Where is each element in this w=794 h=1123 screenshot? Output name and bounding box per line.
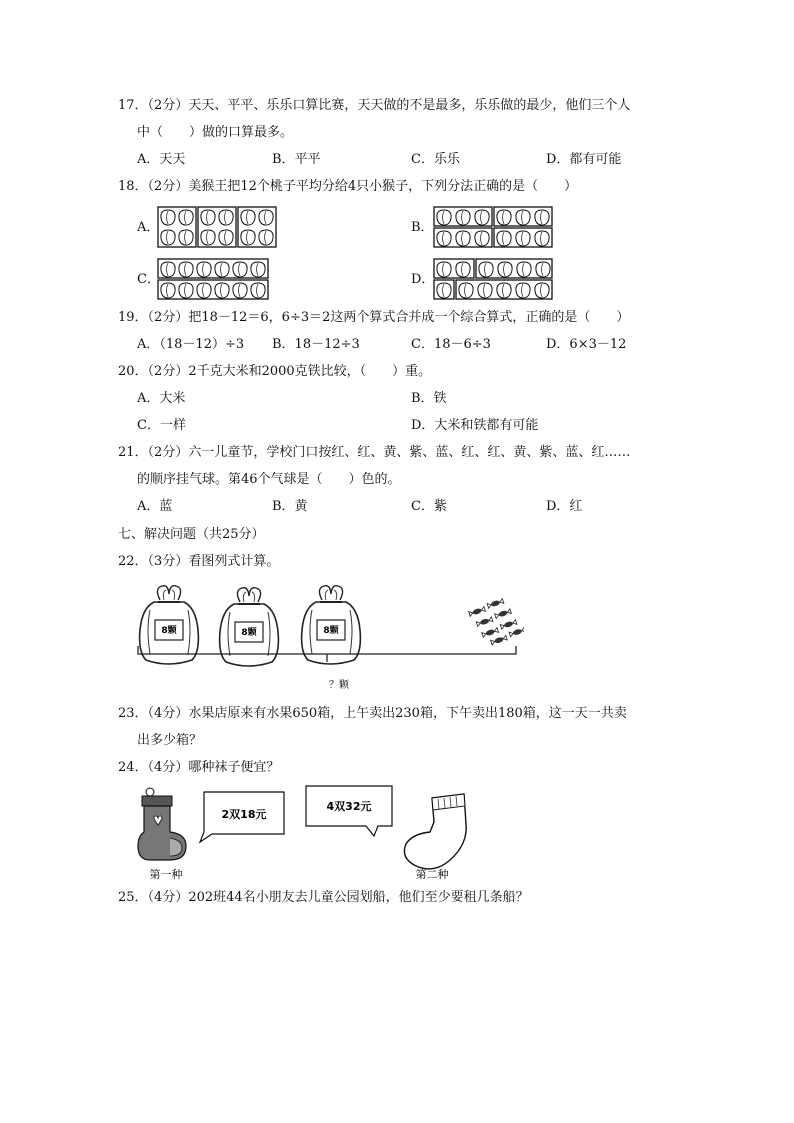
peach-icon	[475, 210, 489, 225]
peach-icon	[179, 262, 193, 277]
peach-icon	[233, 283, 247, 298]
q21-option-b: B．黄	[272, 499, 308, 514]
q24-stem: 24．（4分）哪种袜子便宜？	[118, 760, 280, 775]
peach-icon	[517, 262, 531, 277]
price-2-text: 4双32元	[326, 800, 372, 813]
peach-icon	[161, 283, 175, 298]
loose-candies	[468, 595, 524, 649]
q20-option-d: D．大米和铁都有可能	[411, 418, 539, 433]
q18-option-b-figure	[432, 205, 554, 249]
q21-stem-line1: 21．（2分）六一儿童节，学校门口按红、红、黄、紫、蓝、红、红、黄、紫、蓝、红……	[118, 445, 631, 460]
q21-option-a: A．蓝	[137, 499, 173, 514]
price-box-2	[306, 786, 392, 836]
sock-type-2-label: 第二种	[415, 868, 449, 881]
peach-icon	[259, 230, 273, 245]
peach-icon	[497, 231, 511, 246]
peach-icon	[437, 210, 451, 225]
q20-option-c: C．一样	[137, 418, 186, 433]
q17-stem-line1: 17．（2分）天天、平平、乐乐口算比赛，天天做的不是最多，乐乐做的最少，他们三个人	[118, 98, 631, 113]
peach-icon	[179, 210, 193, 225]
sock-icon	[404, 794, 466, 869]
section-7-heading: 七、解决问题（共25分）	[118, 527, 265, 542]
q21-option-d: D．红	[546, 499, 583, 514]
q22-figure	[134, 578, 524, 694]
peach-icon	[219, 230, 233, 245]
peach-icon	[459, 283, 473, 298]
peach-icon	[456, 231, 470, 246]
candy-bag-1	[140, 586, 199, 664]
peach-icon	[197, 283, 211, 298]
peach-icon	[251, 283, 265, 298]
total-label: ？颗	[329, 680, 349, 691]
candy-bag-3	[302, 586, 361, 664]
stocking-icon	[138, 788, 186, 860]
bag-1-label: 8颗	[161, 626, 177, 636]
q18-option-a-letter: A．	[137, 220, 160, 235]
peach-icon	[201, 210, 215, 225]
peach-icon	[197, 262, 211, 277]
peach-icon	[241, 210, 255, 225]
peach-icon	[215, 283, 229, 298]
q21-option-c: C．紫	[411, 499, 447, 514]
q23-stem-line2: 出多少箱？	[137, 733, 203, 748]
q18-option-c-letter: C．	[137, 272, 160, 287]
q18-option-c-figure	[156, 257, 270, 301]
peach-icon	[233, 262, 247, 277]
q18-option-b-letter: B．	[411, 220, 434, 235]
peach-icon	[536, 262, 550, 277]
peach-icon	[475, 231, 489, 246]
q20-option-b: B．铁	[411, 391, 447, 406]
q17-option-d: D．都有可能	[546, 152, 622, 167]
peach-icon	[437, 283, 451, 298]
q22-stem: 22．（3分）看图列式计算。	[118, 554, 280, 569]
q18-option-d-letter: D．	[411, 272, 435, 287]
price-1-text: 2双18元	[221, 808, 267, 821]
peach-icon	[179, 283, 193, 298]
q17-stem-line2: 中（ ）做的口算最多。	[137, 125, 294, 140]
peach-icon	[437, 231, 451, 246]
q18-stem: 18．（2分）美猴王把12个桃子平均分给4只小猴子，下列分法正确的是（ ）	[118, 179, 578, 194]
peach-icon	[535, 210, 549, 225]
q17-option-c: C．乐乐	[411, 152, 460, 167]
peach-icon	[498, 262, 512, 277]
q23-stem-line1: 23．（4分）水果店原来有水果650箱，上午卖出230箱，下午卖出180箱，这一天一共卖	[118, 706, 627, 721]
q20-stem: 20．（2分）2千克大米和2000克铁比较，（ ）重。	[118, 364, 432, 379]
peach-icon	[201, 230, 215, 245]
peach-icon	[456, 262, 470, 277]
peach-icon	[479, 262, 493, 277]
q18-option-d-figure	[432, 257, 554, 301]
peach-icon	[516, 210, 530, 225]
q21-stem-line2: 的顺序挂气球。第46个气球是（ ）色的。	[137, 472, 401, 487]
q20-option-a: A．大米	[137, 391, 186, 406]
q19-option-d: D．6×3－12	[546, 337, 627, 352]
peach-icon	[251, 262, 265, 277]
peach-icon	[535, 231, 549, 246]
peach-icon	[219, 210, 233, 225]
q18-option-a-figure	[156, 205, 278, 249]
peach-icon	[179, 230, 193, 245]
peach-icon	[215, 262, 229, 277]
peach-icon	[161, 262, 175, 277]
q19-stem: 19．（2分）把18－12＝6，6÷3＝2这两个算式合并成一个综合算式，正确的是（ ）	[118, 310, 630, 325]
peach-icon	[497, 210, 511, 225]
q17-option-a: A．天天	[137, 152, 186, 167]
price-box-1	[200, 792, 284, 842]
peach-icon	[241, 230, 255, 245]
peach-icon	[516, 283, 530, 298]
peach-icon	[497, 283, 511, 298]
bag-3-label: 8颗	[323, 626, 339, 636]
q24-figure	[130, 782, 480, 882]
bag-2-label: 8颗	[241, 628, 257, 638]
peach-icon	[516, 231, 530, 246]
sock-type-1-label: 第一种	[149, 868, 183, 881]
peach-icon	[437, 262, 451, 277]
peach-icon	[259, 210, 273, 225]
q19-option-b: B．18－12÷3	[272, 337, 360, 352]
peach-icon	[456, 210, 470, 225]
peach-icon	[535, 283, 549, 298]
q19-option-c: C．18－6÷3	[411, 337, 491, 352]
q19-option-a: A．（18－12）÷3	[137, 337, 245, 352]
q17-option-b: B．平平	[272, 152, 321, 167]
q25-stem: 25．（4分）202班44名小朋友去儿童公园划船，他们至少要租几条船？	[118, 890, 529, 905]
peach-icon	[478, 283, 492, 298]
peach-icon	[161, 230, 175, 245]
peach-icon	[161, 210, 175, 225]
